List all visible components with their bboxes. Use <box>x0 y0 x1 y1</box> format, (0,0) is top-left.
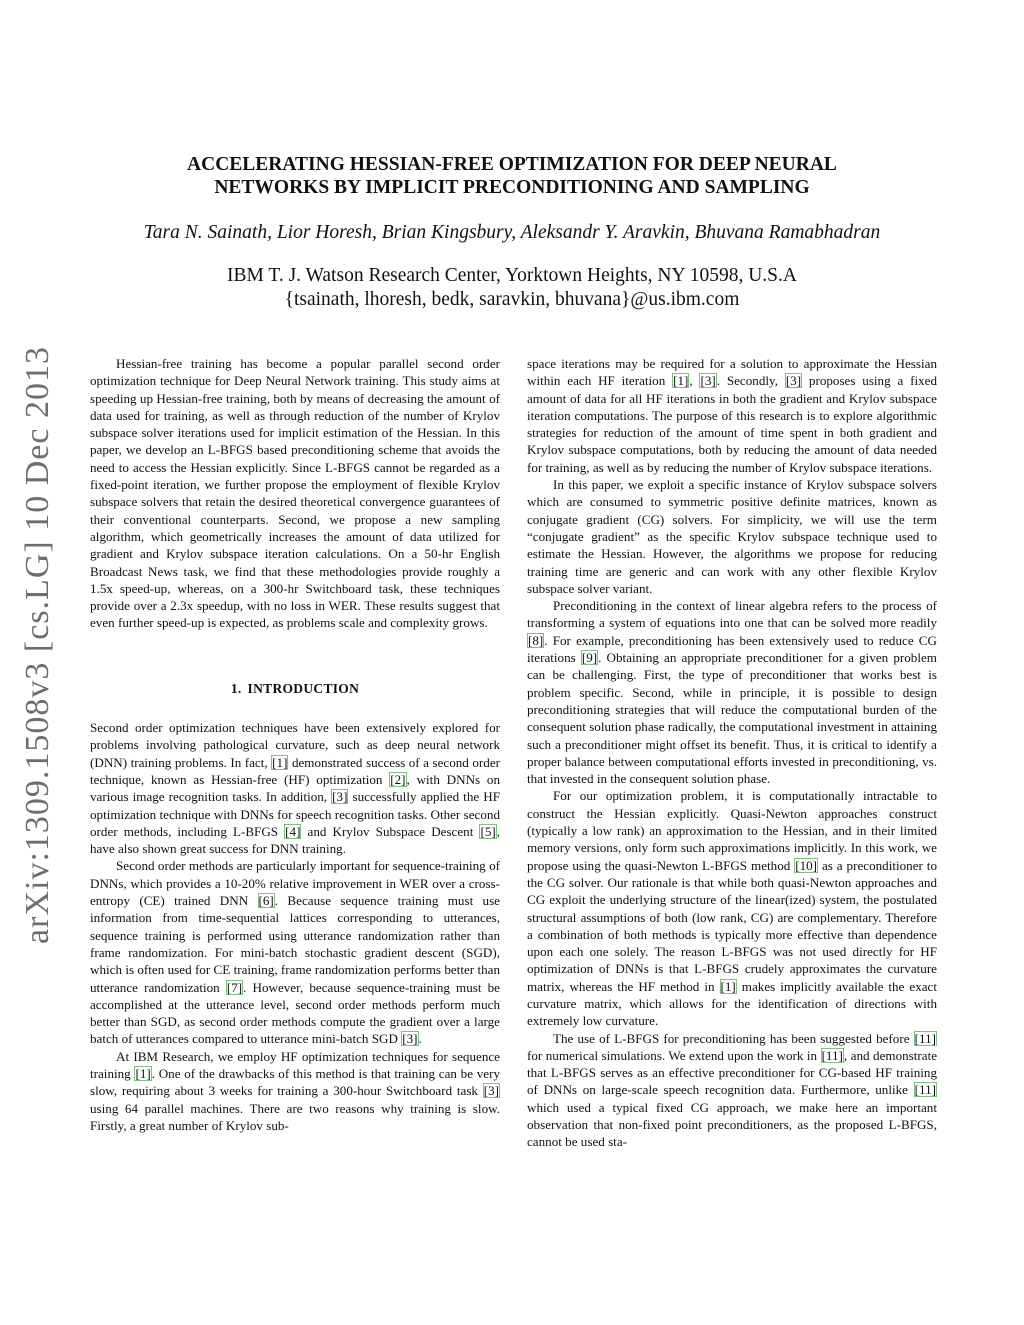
section-heading-introduction <box>90 680 500 697</box>
abstract <box>90 355 500 632</box>
citation-link-11[interactable]: [11] <box>821 1047 843 1063</box>
text-run: space iterations may be required for a solution to approximate the Hessian within each HF iteration <box>527 356 937 389</box>
citation-link-3[interactable]: [3] <box>483 1083 499 1099</box>
citation-link-1[interactable]: [1] <box>272 754 288 770</box>
intro-paragraph-4 <box>527 355 937 476</box>
intro-paragraph-8 <box>527 1030 937 1151</box>
intro-paragraph-2 <box>90 857 500 1047</box>
text-run: The use of L-BFGS for preconditioning has been suggested before <box>553 1030 914 1046</box>
citation-link-1[interactable]: [1] <box>673 373 689 389</box>
text-run: makes implicitly available the exact curvature matrix, which allows for the identification of directions with extremely low curvature. <box>527 978 938 1029</box>
intro-paragraph-5: In this paper, we exploit a specific instance of Krylov subspace solvers which are consumed to symmetric positive definite matrices, known as conjugate gradient (CG) solvers. For simplicity, we will use the term “conjugate gradient” as the specific Krylov subspace technique used to estimate the Hessian. However, the algorithms we propose for reducing training time are generic and can work with any other flexible Krylov subspace solver variant. <box>527 477 937 596</box>
text-run: , have also shown great success for DNN training. <box>90 823 501 857</box>
citation-link-3[interactable]: [3] <box>402 1031 418 1047</box>
arxiv-identifier-stamp <box>16 346 60 944</box>
affiliation-line: IBM T. J. Watson Research Center, Yorktown Heights, NY 10598, U.S.A <box>227 265 797 286</box>
email-line: {tsainath, lhoresh, bedk, saravkin, bhuvana}@us.ibm.com <box>284 289 740 310</box>
citation-link-7[interactable]: [7] <box>226 979 243 995</box>
author-list: Tara N. Sainath, Lior Horesh, Brian Kingsbury, Aleksandr Y. Aravkin, Bhuvana Ramabhadran <box>143 222 881 243</box>
citation-link-8[interactable]: [8] <box>528 632 544 648</box>
intro-paragraph-1 <box>90 719 500 857</box>
affiliation-block <box>100 264 924 312</box>
text-run: . For example, preconditioning has been extensively used to reduce CG iterations <box>527 632 937 666</box>
text-run: demonstrated success of a second order technique, known as Hessian-free (HF) optimization <box>90 754 500 787</box>
citation-link-3[interactable]: [3] <box>700 373 716 389</box>
abstract-text: Hessian-free training has become a popular parallel second order optimization technique for Deep Neural Network training. This study aims at speeding up Hessian-free training, both by means of decreasing the amount of data used for training, as well as through reduction of the number of Krylov subspace solver iterations used for implicit estimation of the Hessian. In this paper, we develop an L-BFGS based preconditioning scheme that avoids the need to access the Hessian explicitly. Since L-BFGS cannot be regarded as a fixed-point iteration, we further propose the employment of flexible Krylov subspace solvers that retain the desired theoretical convergence guarantees of their conventional counterparts. Second, we propose a new sampling algorithm, which geometrically increases the amount of data utilized for gradient and Krylov subspace iteration calculations. On a 50-hr English Broadcast News task, we find that these methodologies provide roughly a 1.5x speed-up, whereas, on a 300-hr Switchboard task, these techniques provide over a 2.3x speedup, with no loss in WER. These results suggest that even further speed-up is expected, as problems scale and complexity grows. <box>90 356 500 631</box>
citation-link-5[interactable]: [5] <box>480 823 496 839</box>
citation-link-11[interactable]: [11] <box>914 1082 936 1098</box>
text-run: . However, because sequence-training must be accomplished at the utterance level, second order methods perform much better than SGD, as second order methods compute the gradient over a large batch of utterances compared to utterance mini-batch SGD <box>90 979 500 1047</box>
paper-title-line-1: ACCELERATING HESSIAN-FREE OPTIMIZATION FOR DEEP NEURAL <box>187 154 837 175</box>
citation-link-2[interactable]: [2] <box>390 771 406 787</box>
text-run: At IBM Research, we employ HF optimization techniques for sequence training <box>90 1048 500 1081</box>
paper-title-line-2: NETWORKS BY IMPLICIT PRECONDITIONING AND SAMPLING <box>214 177 810 198</box>
text-run: , with DNNs on various image recognition tasks. In addition, <box>90 771 500 805</box>
text-run: . Secondly, <box>716 373 785 389</box>
text-run: Second order optimization techniques have been extensively explored for problems involving pathological curvature, such as deep neural network (DNN) training problems. In fact, <box>90 720 500 770</box>
text-run: . One of the drawbacks of this method is that training can be very slow, requiring about 3 weeks for training a 300-hour Switchboard task <box>90 1065 501 1099</box>
text-run: which used a typical fixed CG approach, we make here an important observation that non-fixed point preconditioners, as the proposed L-BFGS, cannot be used sta- <box>527 1099 937 1150</box>
text-run: . Obtaining an appropriate preconditioner for a given problem can be challenging. First, the type of preconditioner that works best is problem specific. Second, while in principle, it is possible to design preconditioning strategies that will reduce the computational burden of the consequent solution phase radically, the computational investment in attaining such a preconditioner might offset its benefit. Thus, it is critical to identify a proper balance between computational efforts invested in preconditioning, vs. that invested in the consequent solution phase. <box>527 650 937 787</box>
intro-paragraph-7 <box>527 787 937 1029</box>
text-run: as a preconditioner to the CG solver. Our rationale is that while both quasi-Newton approaches and CG exploit the underlying structure of the linear(ized) system, the postulated structural assumptions of both (low rank, CG) are complementary. Therefore a combination of both methods is typically more effective than dependence upon each one solely. The reason L-BFGS was not used directly for HF optimization of DNNs is that L-BFGS crudely approximates the curvature matrix, whereas the HF method in <box>527 857 937 994</box>
text-run: , <box>689 373 700 389</box>
text-run: , and demonstrate that L-BFGS serves as an effective preconditioner for CG-based HF training of DNNs on large-scale speech recognition data. Furthermore, unlike <box>527 1047 938 1098</box>
citation-link-9[interactable]: [9] <box>581 650 598 666</box>
citation-link-6[interactable]: [6] <box>258 893 274 909</box>
intro-paragraph-6 <box>527 597 937 787</box>
text-run: Preconditioning in the context of linear algebra refers to the process of transforming a system of equations into one that can be solved more readily <box>527 598 937 631</box>
paper-title <box>120 153 904 199</box>
text-run: using 64 parallel machines. There are two reasons why training is slow. Firstly, a great number of Krylov sub- <box>90 1100 500 1133</box>
text-run: . <box>418 1031 422 1047</box>
citation-link-1[interactable]: [1] <box>720 978 736 994</box>
citation-link-3[interactable]: [3] <box>785 373 802 389</box>
text-run: for numerical simulations. We extend upon the work in <box>527 1047 821 1063</box>
text-run: Second order methods are particularly important for sequence-training of DNNs, which provides a 10-20% relative improvement in WER over a cross-entropy (CE) trained DNN <box>90 858 500 909</box>
citation-link-1[interactable]: [1] <box>135 1065 151 1081</box>
intro-paragraph-3 <box>90 1048 500 1134</box>
text-run: proposes using a fixed amount of data for all HF iterations in both the gradient and Krylov subspace iteration computations. The purpose of this research is to explore algorithmic strategies for reduction of the amount of time spent in both gradient and Krylov subspace computations, both by reducing the amount of data needed for training, as well as by reducing the number of Krylov subspace iterations. <box>527 373 938 475</box>
text-run: and Krylov Subspace Descent <box>301 823 480 839</box>
arxiv-stamp-text: arXiv:1309.1508v3 [cs.LG] 10 Dec 2013 <box>19 346 57 944</box>
citation-link-10[interactable]: [10] <box>795 857 818 873</box>
section-number: 1. <box>230 680 242 696</box>
citation-link-4[interactable]: [4] <box>285 823 301 839</box>
section-title: INTRODUCTION <box>247 680 360 696</box>
left-column <box>90 355 500 1134</box>
right-column <box>527 355 937 1151</box>
text-run: For our optimization problem, it is computationally intractable to construct the Hessian explicitly. Quasi-Newton approaches construct (typically a low rank) an approximation to the Hessian, and in their limited memory versions, only form such approximations implicitly. In this work, we propose using the quasi-Newton L-BFGS method <box>527 788 937 873</box>
text-run: . Because sequence training must use information from time-sequential lattices corresponding to utterances, sequence training is performed using utterance randomization rather than frame randomization. For mini-batch stochastic gradient descent (SGD), which is often used for CE training, frame randomization performs better than utterance randomization <box>90 893 500 995</box>
citation-link-3[interactable]: [3] <box>332 789 348 805</box>
citation-link-11[interactable]: [11] <box>914 1030 936 1046</box>
text-run: successfully applied the HF optimization technique with DNNs for speech recognition tasks. Other second order methods, including L-BFGS <box>90 789 500 839</box>
